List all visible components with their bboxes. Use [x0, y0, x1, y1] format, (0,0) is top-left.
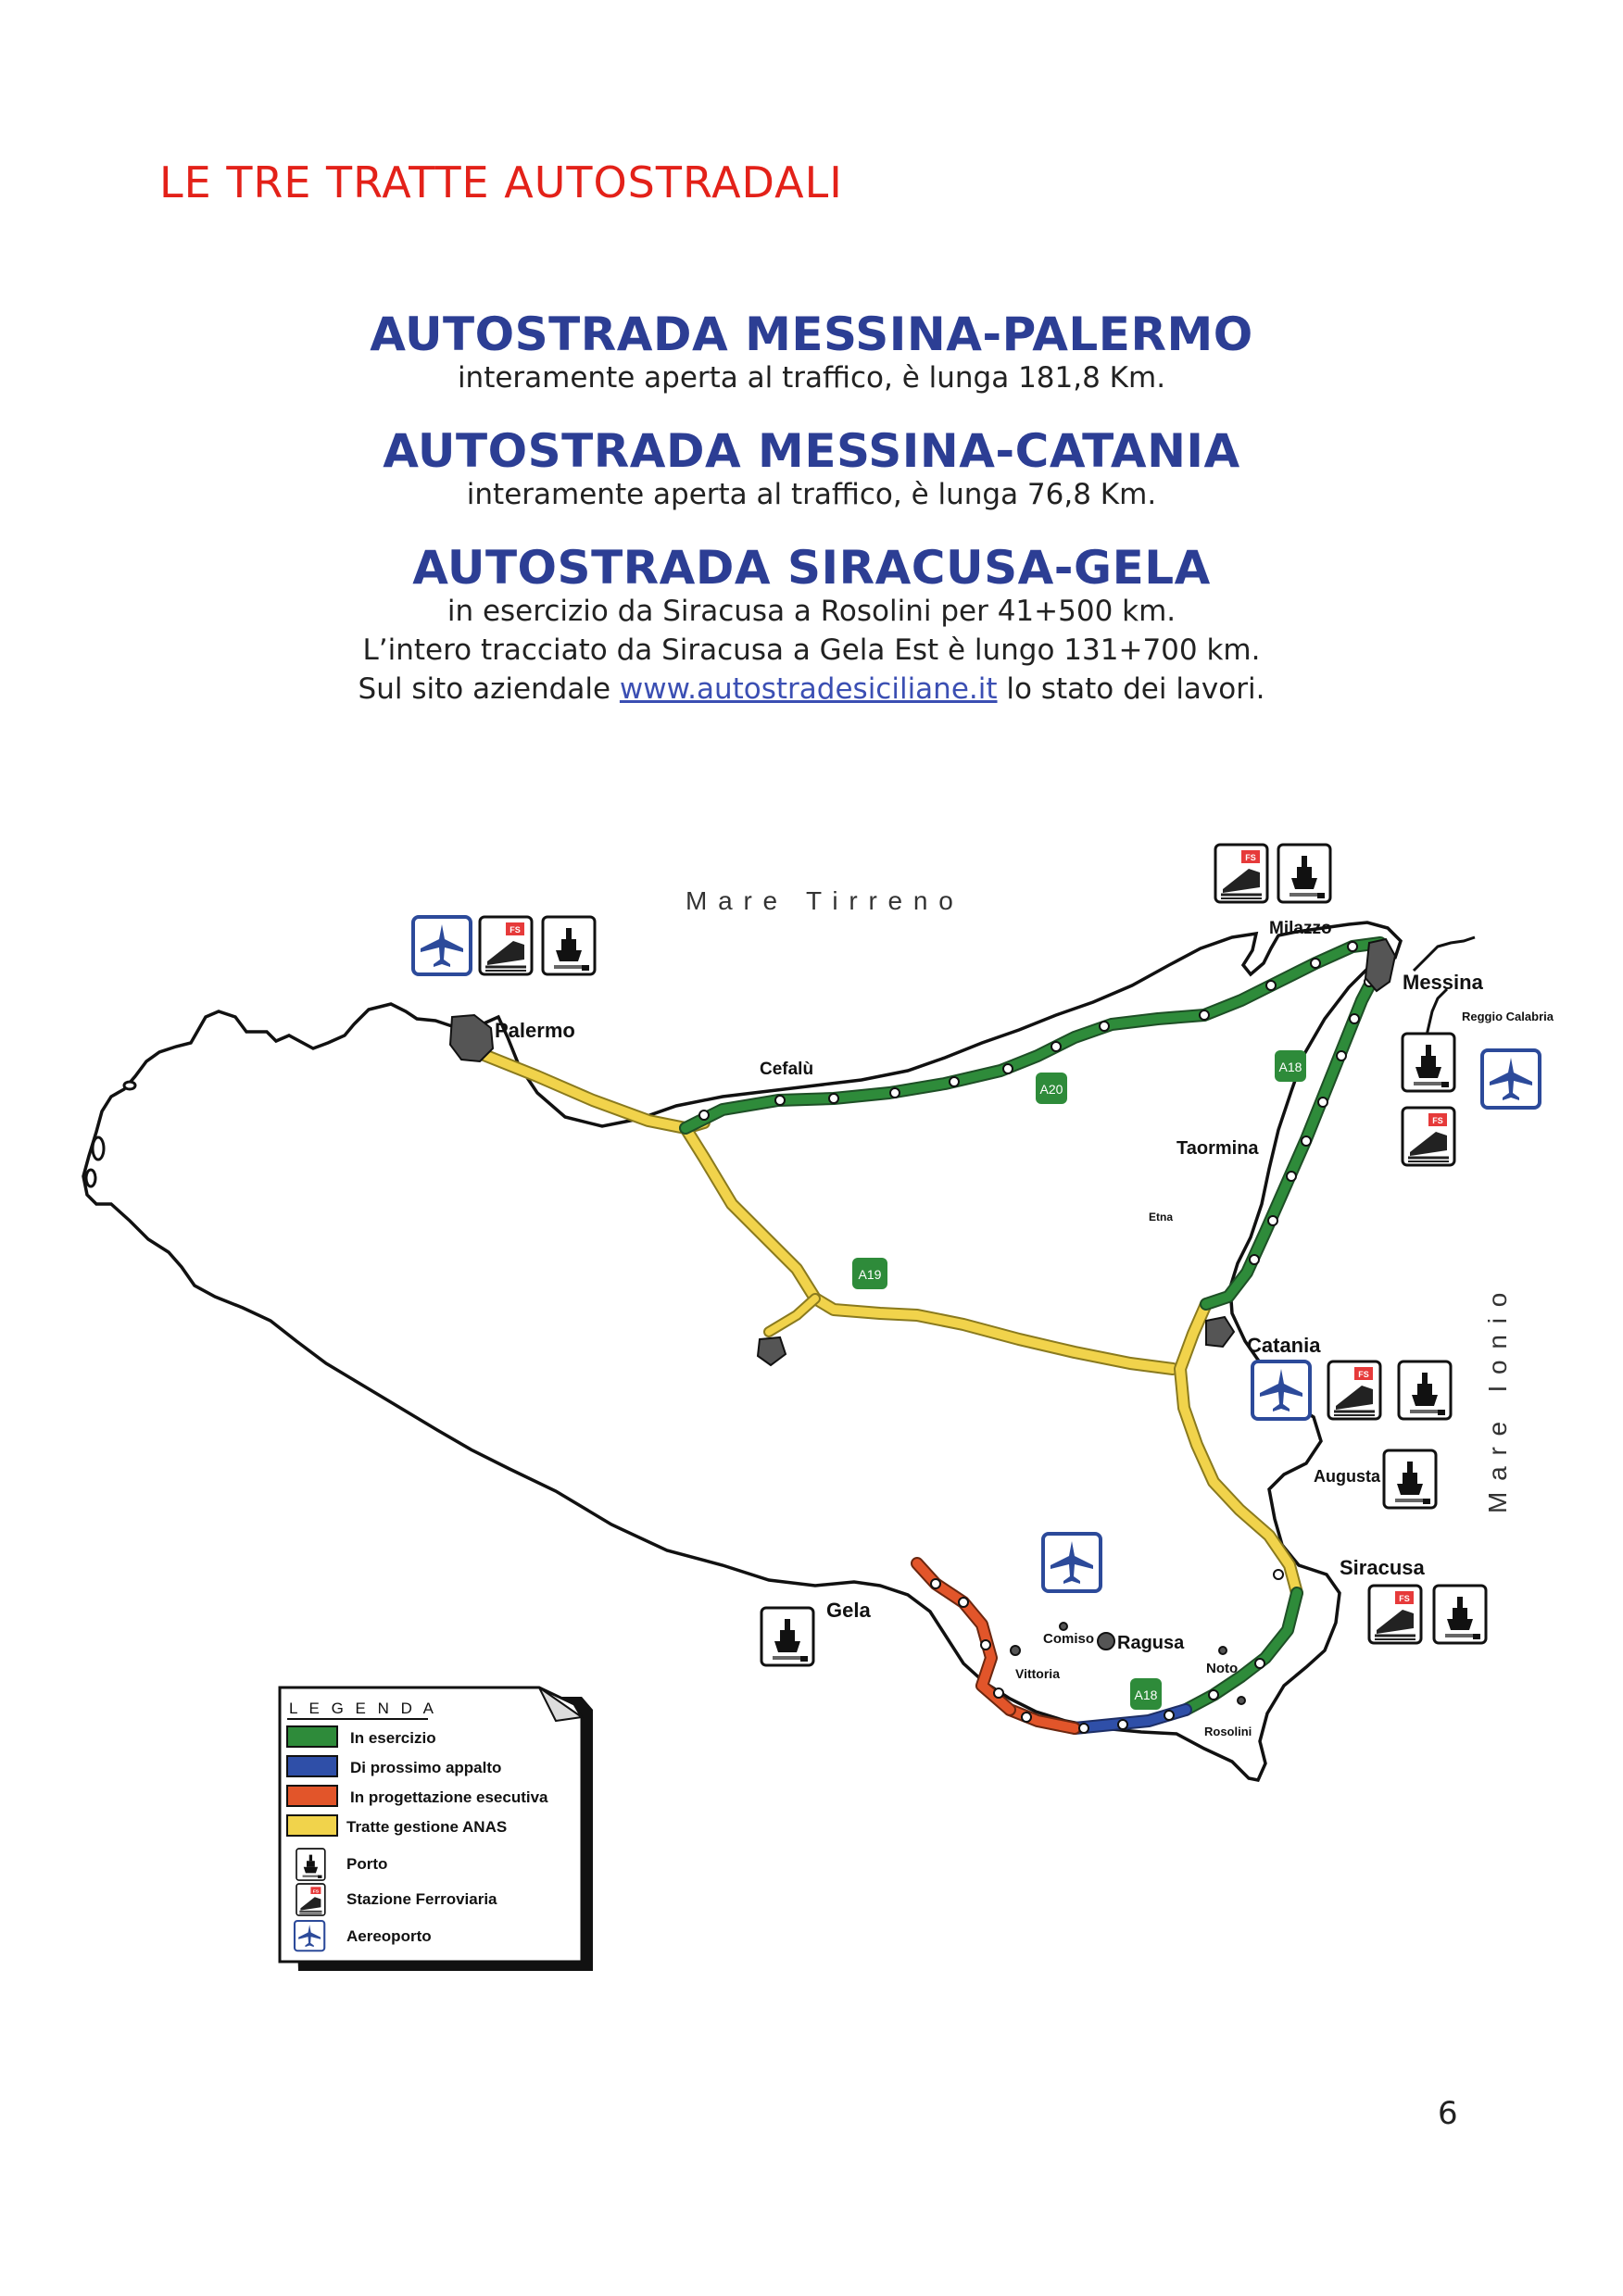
sicily-map: FS A20 A18 A19 A18 M a r e T i r r e n o M a r e I o n i o Palermo Cefalù Milazzo Messina Reggio Calabria Taormina Etna Catania Augusta Siracusa Noto Rosolini Ragusa Comiso Vittoria Gela L E G E N D A In esercizio Di prossimo appalto In progettazione esecutiva Tratte gestione ANAS Porto Stazione Ferroviaria Aereoporto: [0, 0, 1623, 2296]
city-label-gela: Gela: [826, 1599, 871, 1622]
city-dot-noto: [1219, 1647, 1227, 1654]
road-label-a18-text: A18: [1278, 1060, 1302, 1074]
islet: [93, 1137, 104, 1160]
ship-icon: [1434, 1586, 1486, 1643]
road-label-a19-text: A19: [858, 1267, 882, 1282]
city-label-noto: Noto: [1206, 1661, 1239, 1676]
legend-label: In esercizio: [350, 1729, 436, 1747]
legend-label: Porto: [346, 1855, 388, 1873]
legend-title: L E G E N D A: [289, 1700, 438, 1717]
city-label-rosolini: Rosolini: [1204, 1725, 1252, 1738]
link-line-before: Sul sito aziendale: [358, 672, 620, 706]
sicily-coastline: [83, 922, 1401, 1780]
city-label-comiso: Comiso: [1043, 1631, 1095, 1647]
legend: [280, 1687, 593, 1971]
section-text: interamente aperta al traffico, è lunga 181,8 Km.: [457, 361, 1166, 395]
link-line-after: lo stato dei lavori.: [997, 672, 1265, 706]
city-dot-ragusa: [1098, 1633, 1114, 1650]
train-icon: [1328, 1361, 1380, 1419]
calabria-coastline: [1414, 937, 1475, 971]
road-label-a20-text: A20: [1039, 1082, 1063, 1097]
calabria-coastline: [1427, 989, 1447, 1035]
city-label-catania: Catania: [1247, 1334, 1321, 1357]
road-label-a20: [1036, 1073, 1067, 1104]
city-label-etna: Etna: [1149, 1211, 1174, 1223]
airplane-icon: [1043, 1534, 1101, 1591]
ship-icon: [1399, 1361, 1451, 1419]
ship-icon: [761, 1608, 813, 1665]
section-text: in esercizio da Siracusa a Rosolini per 41+500 km.: [447, 595, 1176, 628]
city-label-milazzo: Milazzo: [1269, 919, 1332, 938]
city-label-taormina: Taormina: [1176, 1138, 1259, 1159]
section-text: interamente aperta al traffico, è lunga 76,8 Km.: [466, 478, 1157, 511]
city-label-siracusa: Siracusa: [1340, 1556, 1425, 1579]
section-heading: AUTOSTRADA MESSINA-PALERMO: [370, 307, 1253, 361]
airplane-icon: [295, 1921, 324, 1951]
islet: [124, 1082, 135, 1089]
train-icon: [480, 917, 532, 974]
city-label-ragusa: Ragusa: [1117, 1633, 1185, 1653]
city-label-messina: Messina: [1403, 971, 1483, 994]
road-label-a18-text: A18: [1134, 1687, 1158, 1702]
section-heading: AUTOSTRADA MESSINA-CATANIA: [383, 424, 1240, 478]
islet: [86, 1170, 95, 1186]
city-label-reggio-calabria: Reggio Calabria: [1462, 1010, 1554, 1023]
airplane-icon: [413, 917, 471, 974]
city-label-vittoria: Vittoria: [1015, 1666, 1060, 1681]
city-blob-messina: [1365, 939, 1395, 991]
road-label-a18-north: [1275, 1050, 1306, 1082]
legend-label: Di prossimo appalto: [350, 1759, 502, 1776]
legend-label: Stazione Ferroviaria: [346, 1890, 497, 1908]
legend-swatch-orange: [287, 1786, 337, 1806]
train-icon: [296, 1884, 325, 1915]
city-dot-comiso: [1060, 1623, 1067, 1630]
sea-label-ionio: M a r e I o n i o: [1483, 1290, 1512, 1513]
road-label-a19: [852, 1258, 887, 1289]
page-number: 6: [1438, 2095, 1458, 2132]
page-title: LE TRE TRATTE AUTOSTRADALI: [159, 157, 843, 207]
city-label-cefalu: Cefalù: [760, 1060, 814, 1079]
city-dot-vittoria: [1011, 1646, 1020, 1655]
legend-label: Tratte gestione ANAS: [346, 1818, 508, 1836]
legend-label: Aereoporto: [346, 1927, 432, 1945]
road-label-a18-south: [1130, 1678, 1162, 1710]
ship-icon: [543, 917, 595, 974]
sea-label-tirreno: M a r e T i r r e n o: [686, 886, 955, 915]
train-icon: [1369, 1586, 1421, 1643]
airplane-icon: [1482, 1050, 1540, 1108]
section-text: L’intero tracciato da Siracusa a Gela Est è lungo 131+700 km.: [362, 634, 1261, 667]
ship-icon: [1403, 1034, 1454, 1091]
train-icon: [1403, 1108, 1454, 1165]
website-link[interactable]: www.autostradesiciliane.it: [619, 672, 998, 706]
legend-swatch-yellow: [287, 1815, 337, 1836]
section-heading: AUTOSTRADA SIRACUSA-GELA: [412, 541, 1211, 595]
ship-icon: [1384, 1450, 1436, 1508]
city-label-palermo: Palermo: [495, 1019, 575, 1042]
train-icon: [1215, 845, 1267, 902]
airplane-icon: [1252, 1361, 1310, 1419]
city-label-augusta: Augusta: [1314, 1467, 1380, 1486]
city-dot-rosolini: [1238, 1697, 1245, 1704]
legend-swatch-blue: [287, 1756, 337, 1776]
ship-icon: [1278, 845, 1330, 902]
legend-swatch-green: [287, 1726, 337, 1747]
ship-icon: [296, 1849, 325, 1880]
legend-label: In progettazione esecutiva: [350, 1788, 548, 1806]
